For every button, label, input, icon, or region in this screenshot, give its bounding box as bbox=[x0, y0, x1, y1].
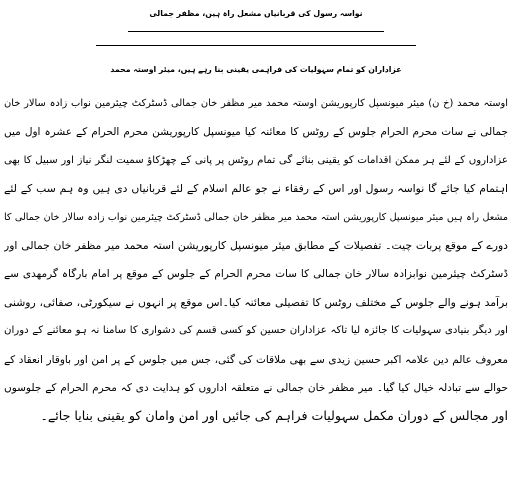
body-line: دورے کے موقع پربات چیت۔ تفصیلات کے مطابق میئر میونسپل کارپوریشن استہ محمد میر مظفر خان جمالی اور bbox=[4, 238, 508, 252]
body-line: اور دیگر بنیادی سہولیات کا جائزہ لیا تاکہ عزاداران حسین کو کسی قسم کی دشواری کا سامنا نہ ہو معائنے کے دوران bbox=[4, 325, 508, 337]
body-line: اہتمام کیا جائے گا نواسہ رسول اور اس کے رفقاء نے جو عالم اسلام کے لئے قربانیاں دی ہیں وہ ہم سب کے لئے bbox=[4, 182, 508, 196]
headline-divider bbox=[128, 31, 384, 32]
subheadline-top-rule bbox=[96, 45, 416, 46]
body-line: جمالی نے سات محرم الحرام جلوس کے روٹس کا معائنہ کیا میونسپل کارپوریشن محرم الحرام کے عشرہ اول میں bbox=[4, 126, 508, 139]
body-line: مشعل راہ ہیں میئر میونسپل کارپوریشن استہ محمد میر مظفر خان جمالی ڈسٹرکٹ چیئرمین نواب زادہ سالار خان جمالی کا bbox=[4, 211, 508, 223]
body-line: ڈسٹرکٹ چیئرمین نوابزادہ سالار خان جمالی کا سات محرم الحرام کے جلوس کے موقع پر امام بارگاہ گرمھدی سے bbox=[4, 268, 508, 281]
body-line: حوالے سے تبادلہ خیال کیا گیا۔ میر مظفر خان جمالی نے متعلقہ اداروں کو ہدایت دی کہ محرم الحرام کے جلوسوں bbox=[4, 381, 508, 394]
body-line: عزاداروں کے لئے ہر ممکن اقدامات کو یقینی بنائے گی تمام روٹس پر پانی کے چھڑکاؤ سمیت لنگر نیاز اور سبیل کا بھی bbox=[4, 154, 508, 166]
body-line: اوستہ محمد (خ ن) میئر میونسپل کارپوریشن اوستہ محمد میر مظفر خان جمالی ڈسٹرکٹ چیئرمین نواب زادہ سالار خان bbox=[4, 98, 508, 109]
article-body bbox=[4, 90, 508, 431]
headline-secondary: عزاداران کو تمام سہولیات کی فراہمی یقینی بنا رہے ہیں، میئر اوستہ محمد bbox=[110, 65, 402, 74]
body-line: برآمد ہونے والے جلوس کے مختلف روٹس کا تفصیلی معائنہ کیا۔اس موقع پر انہوں نے سیکورٹی، صفائی، روشنی bbox=[4, 295, 508, 309]
body-line: معروف عالم دین علامہ اکبر حسین زیدی سے بھی ملاقات کی گئی، جس میں جلوس کے پر امن اور باوقار انعقاد کے bbox=[4, 353, 508, 366]
headline-primary: نواسہ رسول کی قربانیاں مشعل راہ ہیں، مظفر جمالی bbox=[149, 9, 363, 18]
body-line: اور مجالس کے دوران مکمل سہولیات فراہم کی جائیں اور امن وامان کو یقینی بنایا جائے۔ bbox=[40, 408, 508, 424]
